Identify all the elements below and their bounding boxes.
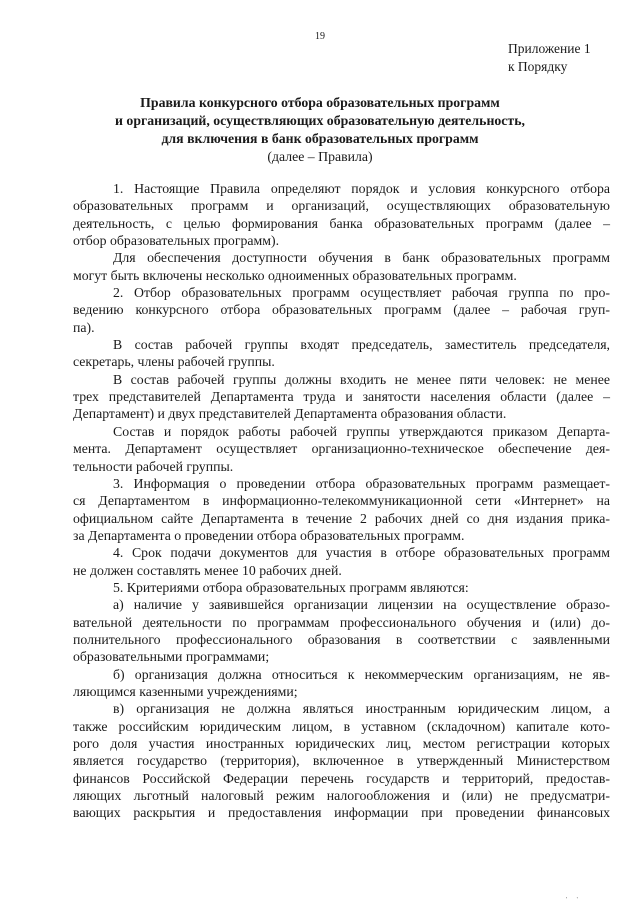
paragraph: [73, 666, 610, 701]
paragraph-line: 1. Настоящие Правила определяют порядок и условия конкурсного отбора: [113, 181, 610, 196]
paragraph: [73, 700, 610, 821]
appendix-line-2: к Порядку: [508, 59, 568, 74]
paragraph-line: официальном сайте Департамента в течение 2 рабочих дней со дня издания прика-: [73, 510, 610, 526]
paragraph-line: В состав рабочей группы входят председатель, заместитель председателя,: [113, 337, 610, 353]
paragraph-line: а) наличие у заявившейся организации лицензии на осуществление образо-: [113, 597, 610, 613]
paragraph-line: образовательных программ и организаций, осуществляющих образовательную: [73, 198, 610, 214]
paragraph-line: ляющимся казенными учреждениями;: [73, 683, 298, 699]
paragraph: [73, 284, 610, 336]
paragraph: [73, 423, 610, 475]
page-number: 19: [315, 31, 325, 42]
paragraph-line: секретарь, члены рабочей группы.: [73, 354, 275, 370]
paragraph-line: Для обеспечения доступности обучения в банк образовательных программ: [113, 250, 610, 266]
paragraph-line: является государство (территория), включенное в утвержденный Министерством: [73, 753, 610, 769]
paragraph: [73, 475, 610, 544]
paragraph-line: отбор образовательных программ).: [73, 233, 280, 249]
appendix-line-1: Приложение 1: [508, 41, 591, 56]
paragraph-line: Департамент) и двух представителей Департамента образования области.: [73, 406, 507, 422]
paragraph-line: также российским юридическим лицом, в уставном (складочном) капитале кото-: [73, 718, 610, 734]
paragraph: [73, 596, 610, 665]
paragraph: [73, 336, 610, 371]
title-line-3: для включения в банк образовательных программ: [161, 131, 479, 146]
paragraph-line: вающих раскрытия и предоставления информации при проведении финансовых: [73, 805, 610, 821]
paragraph-line: в) организация не должна являться иностранным юридическим лицом, а: [113, 701, 610, 717]
paragraph-line: образовательными программами;: [73, 649, 270, 665]
paragraph-line: ведению конкурсного отбора образовательных программ (далее – рабочая груп-: [73, 302, 610, 318]
paragraph-line: 2. Отбор образовательных программ осуществляет рабочая группа по про-: [113, 285, 610, 301]
paragraph-line: Состав и порядок работы рабочей группы утверждаются приказом Департа-: [113, 423, 610, 439]
paragraph-line: ся Департаментом в информационно-телекоммуникационной сети «Интернет» на: [73, 493, 610, 509]
paragraph-line: рого доля участия иностранных юридических лиц, местом регистрации которых: [73, 736, 610, 751]
paragraph: [73, 579, 610, 596]
paragraph-line: трех представителей Департамента труда и занятости населения области (далее –: [73, 389, 610, 405]
title-line-1: Правила конкурсного отбора образовательных программ: [140, 95, 500, 110]
paragraph-line: В состав рабочей группы должны входить не менее пяти человек: не менее: [113, 371, 610, 387]
paragraph: [73, 249, 610, 284]
paragraph-line: 4. Срок подачи документов для участия в отборе образовательных программ: [113, 545, 610, 561]
paragraph: [73, 371, 610, 423]
paragraph-line: могут быть включены несколько одноименных образовательных программ.: [73, 267, 517, 283]
document-title: [60, 94, 580, 166]
scan-mark: ' ': [566, 897, 582, 903]
paragraph-line: мента. Департамент осуществляет организационно-техническое обеспечение дея-: [73, 441, 610, 457]
paragraph-line: не должен составлять менее 10 рабочих дней.: [73, 562, 342, 578]
title-line-2: и организаций, осуществляющих образовательную деятельность,: [115, 113, 525, 128]
appendix-note: [508, 40, 591, 76]
paragraph-line: 5. Критериями отбора образовательных программ являются:: [113, 579, 469, 595]
paragraph-line: вательной деятельности по программам профессионального обучения и (или) до-: [73, 614, 610, 630]
paragraph-line: ляющих льготный налоговый режим налогообложения и (или) не предусматри-: [73, 788, 610, 804]
paragraph-line: финансов Российской Федерации перечень государств и территорий, предостав-: [73, 770, 610, 786]
paragraph-line: тельности рабочей группы.: [73, 458, 234, 474]
paragraph-line: б) организация должна относиться к некоммерческим организациям, не яв-: [113, 666, 610, 682]
paragraph-line: деятельность, с целью формирования банка образовательных программ (далее –: [73, 215, 610, 231]
paragraph-line: па).: [73, 319, 95, 335]
paragraph: [73, 544, 610, 579]
title-line-4: (далее – Правила): [267, 149, 373, 164]
paragraph-line: 3. Информация о проведении отбора образовательных программ размещает-: [113, 475, 610, 491]
paragraph-line: за Департамента о проведении отбора образовательных программ.: [73, 527, 465, 543]
paragraph-line: полнительного профессионального образования в соответствии с заявленными: [73, 631, 610, 647]
paragraph: [73, 180, 610, 249]
document-body: [73, 180, 610, 822]
